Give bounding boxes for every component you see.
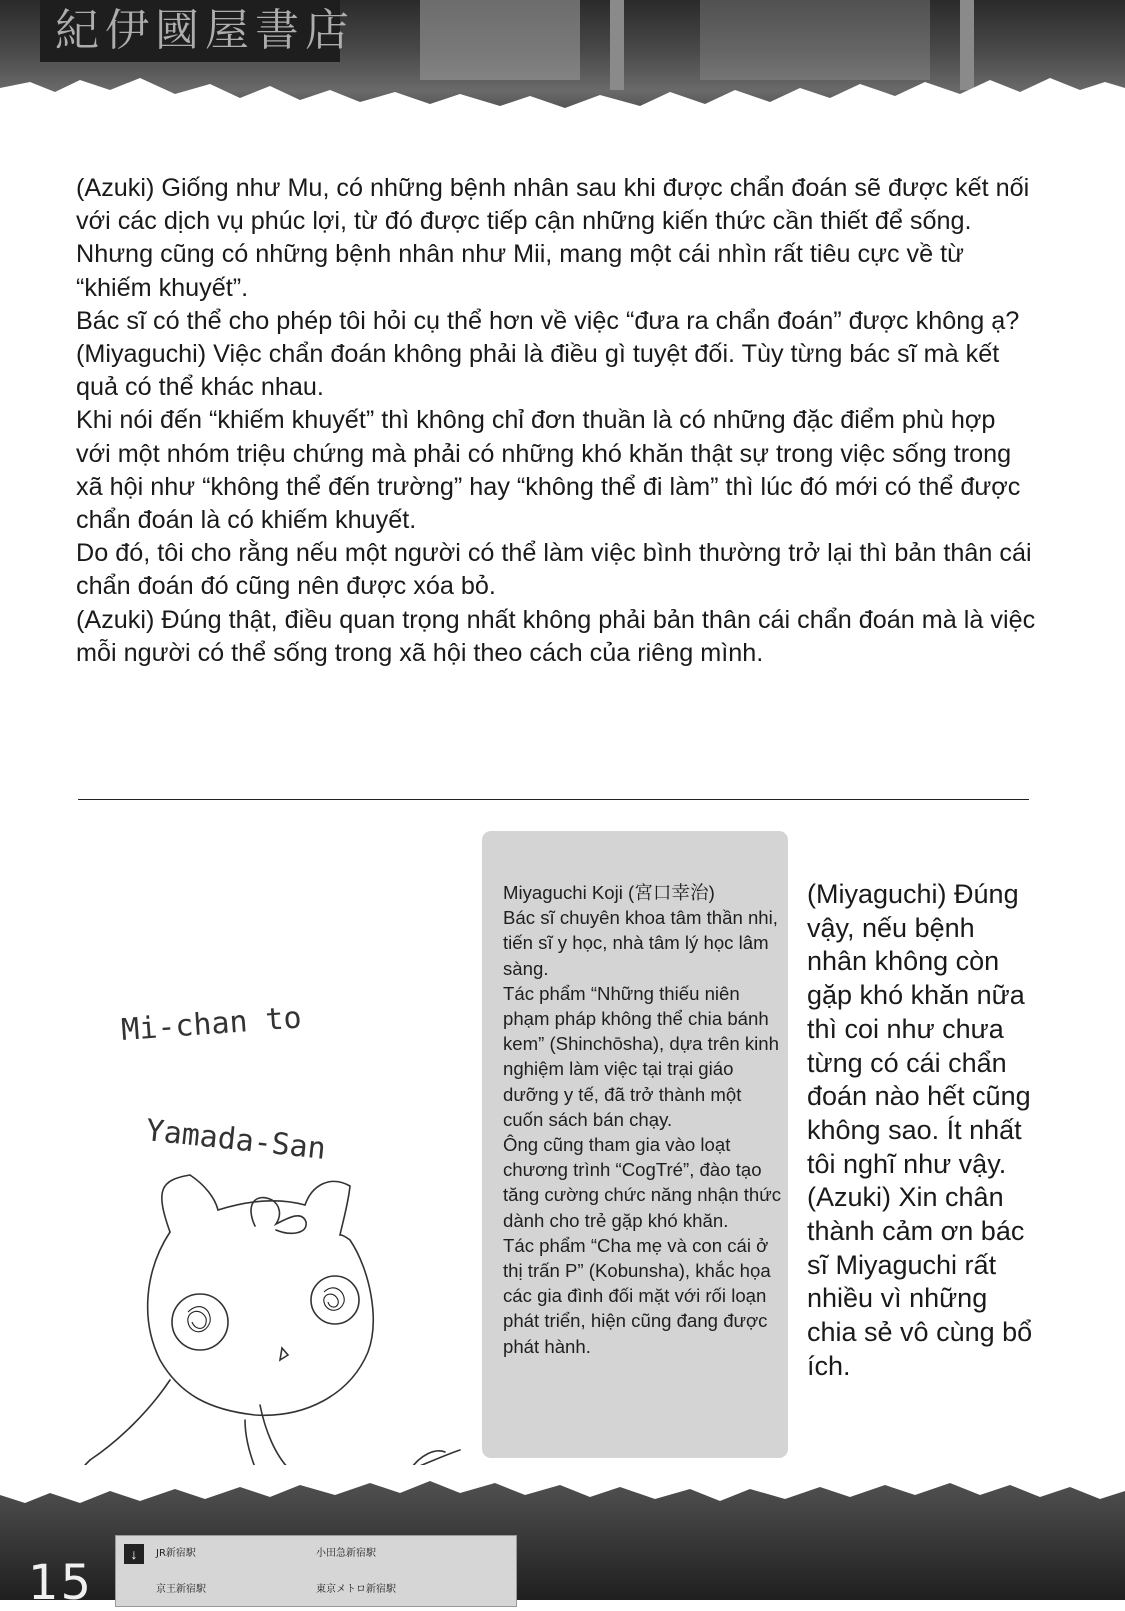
torn-paper-edge-top bbox=[0, 40, 1125, 135]
paragraph: (Azuki) Đúng thật, điều quan trọng nhất không phải bản thân cái chẩn đoán mà là việc mỗi người có thể sống trong xã hội theo cách của riêng mình. bbox=[76, 605, 1036, 667]
page-number: 15 bbox=[28, 1555, 94, 1611]
drawing-caption-2: Yamada-San bbox=[144, 1113, 328, 1167]
arrow-down-icon: ↓ bbox=[124, 1544, 144, 1564]
paragraph: (Miyaguchi) Đúng vậy, nếu bệnh nhân không còn gặp khó khăn nữa thì coi như chưa từng có cái chẩn đoán nào hết cũng không sao. Ít nhất tôi nghĩ như vậy. bbox=[807, 879, 1031, 1179]
bookstore-sign-text: 紀伊國屋書店 bbox=[55, 5, 355, 56]
station-label: JR新宿駅 bbox=[156, 1548, 196, 1559]
paragraph: (Miyaguchi) Việc chẩn đoán không phải là điều gì tuyệt đối. Tùy từng bác sĩ mà kết quả có thể khác nhau. bbox=[76, 340, 1000, 402]
paragraph: Khi nói đến “khiếm khuyết” thì không chỉ đơn thuần là có những đặc điểm phù hợp với một nhóm triệu chứng mà phải có những khó khăn thật sự trong việc sống trong xã hội như “không thể đến trường” hay “không thể đi làm” thì lúc đó mới có thể được chẩn đoán là có khiếm khuyết. bbox=[76, 406, 1021, 535]
station-sign bbox=[115, 1535, 517, 1607]
section-divider bbox=[78, 799, 1029, 800]
profile-paragraph: Tác phẩm “Cha mẹ và con cái ở thị trấn P” (Kobunsha), khắc họa các gia đình đối mặt với rối loạn phát triển, hiện cũng đang được phát hành. bbox=[503, 1234, 771, 1357]
profile-paragraph: Bác sĩ chuyên khoa tâm thần nhi, tiến sĩ y học, nhà tâm lý học lâm sàng. bbox=[503, 907, 778, 979]
station-label: 東京メトロ新宿駅 bbox=[316, 1584, 396, 1595]
profile-text bbox=[503, 880, 783, 1359]
station-label: 京王新宿駅 bbox=[156, 1584, 206, 1595]
paragraph: Do đó, tôi cho rằng nếu một người có thể làm việc bình thường trở lại thì bản thân cái chẩn đoán đó cũng nên được xóa bỏ. bbox=[76, 539, 1032, 601]
closing-remarks bbox=[807, 878, 1037, 1384]
paragraph: Bác sĩ có thể cho phép tôi hỏi cụ thể hơn về việc “đưa ra chẩn đoán” được không ạ? bbox=[76, 306, 1020, 335]
profile-paragraph: Ông cũng tham gia vào loạt chương trình “CogTré”, đào tạo tăng cường chức năng nhận thức dành cho trẻ gặp khó khăn. bbox=[503, 1134, 781, 1231]
paragraph: (Azuki) Xin chân thành cảm ơn bác sĩ Miyaguchi rất nhiều vì những chia sẻ vô cùng bổ ích. bbox=[807, 1182, 1033, 1381]
profile-name: Miyaguchi Koji (宮口幸治) bbox=[503, 882, 715, 903]
paragraph: (Azuki) Giống như Mu, có những bệnh nhân sau khi được chẩn đoán sẽ được kết nối với các dịch vụ phúc lợi, từ đó được tiếp cận những kiến thức cần thiết để sống. bbox=[76, 174, 1030, 236]
cat-doodle-icon bbox=[50, 1000, 470, 1500]
profile-paragraph: Tác phẩm “Những thiếu niên phạm pháp không thể chia bánh kem” (Shinchōsha), dựa trên kinh nghiệm làm việc tại trại giáo dưỡng y tế, đã trở thành một cuốn sách bán chạy. bbox=[503, 982, 779, 1130]
drawing-caption-1: Mi-chan to bbox=[120, 1000, 303, 1048]
torn-paper-edge-bottom bbox=[0, 1465, 1125, 1525]
paragraph: Nhưng cũng có những bệnh nhân như Mii, mang một cái nhìn rất tiêu cực về từ “khiếm khuyết”. bbox=[76, 240, 964, 302]
station-label: 小田急新宿駅 bbox=[316, 1548, 376, 1559]
interview-body bbox=[76, 172, 1036, 670]
